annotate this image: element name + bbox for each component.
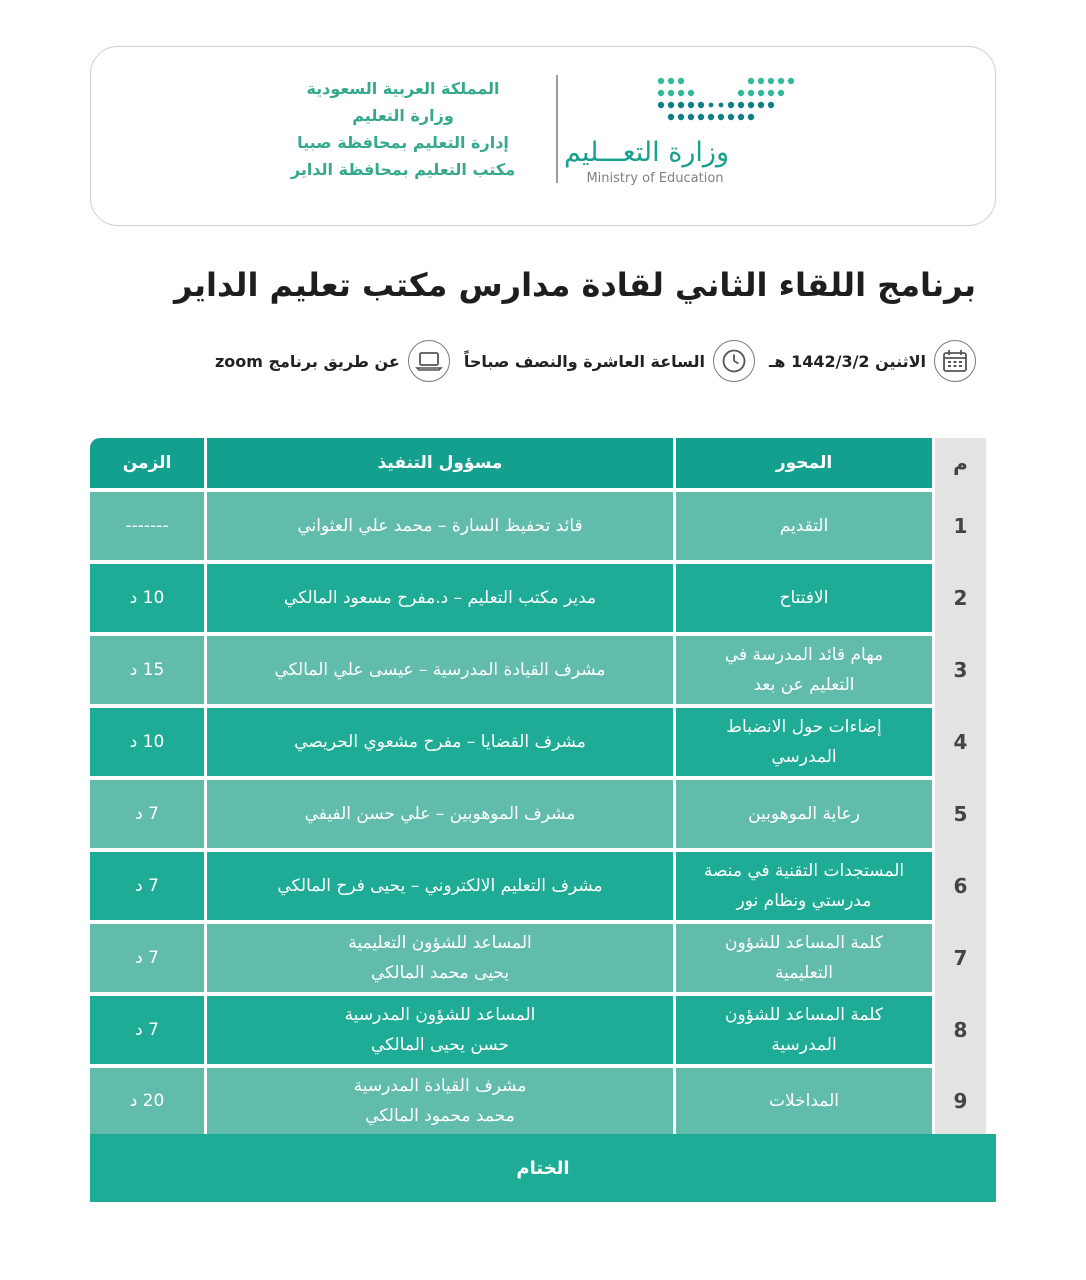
org-line-ministry: وزارة التعليم (352, 106, 454, 125)
header-card (90, 46, 996, 226)
row-number: 3 (953, 658, 968, 682)
row-responsible: المساعد للشؤون المدرسية حسن يحيى المالكي (207, 996, 673, 1064)
table-row (90, 924, 935, 992)
org-line-office: مكتب التعليم بمحافظة الداير (290, 160, 516, 179)
row-time: 7 د (90, 852, 204, 920)
table-row (90, 492, 935, 560)
info-date (769, 340, 976, 382)
platform-text: عن طريق برنامج zoom (214, 351, 400, 371)
row-time: 15 د (90, 636, 204, 704)
header-divider (556, 75, 558, 183)
row-time: 20 د (90, 1068, 204, 1134)
row-number: 4 (953, 730, 968, 754)
calendar-icon (934, 340, 976, 382)
date-text: الاثنين 1442/3/2 هـ (768, 351, 926, 371)
time-text: الساعة العاشرة والنصف صباحاً (463, 351, 705, 371)
row-axis: كلمة المساعد للشؤون التعليمية (676, 924, 932, 992)
row-responsible: مشرف التعليم الالكتروني – يحيى فرح المالكي (207, 852, 673, 920)
row-axis: كلمة المساعد للشؤون المدرسية (676, 996, 932, 1064)
ministry-dots-logo-icon (653, 75, 803, 125)
row-number: 2 (953, 586, 968, 610)
row-number: 1 (953, 514, 968, 538)
meeting-info (90, 338, 976, 384)
clock-icon (713, 340, 755, 382)
row-responsible: مشرف القيادة المدرسية – عيسى علي المالكي (207, 636, 673, 704)
table-row (90, 564, 935, 632)
row-responsible: مشرف القضايا – مفرح مشعوي الحريصي (207, 708, 673, 776)
page-title: برنامج اللقاء الثاني لقادة مدارس مكتب تعليم الداير (174, 266, 976, 304)
row-number: 5 (953, 802, 968, 826)
row-axis: إضاءات حول الانضباط المدرسي (676, 708, 932, 776)
row-time: 7 د (90, 780, 204, 848)
closing-bar: الختام (90, 1134, 996, 1202)
org-line-department: إدارة التعليم بمحافظة صبيا (297, 133, 509, 152)
row-time: 7 د (90, 924, 204, 992)
row-time: 10 د (90, 708, 204, 776)
table-row (90, 996, 935, 1064)
header-responsible: مسؤول التنفيذ (207, 438, 673, 488)
row-axis: مهام قائد المدرسة في التعليم عن بعد (676, 636, 932, 704)
info-time (464, 340, 755, 382)
row-responsible: المساعد للشؤون التعليمية يحيى محمد المالكي (207, 924, 673, 992)
table-row (90, 708, 935, 776)
row-time: ------- (90, 492, 204, 560)
row-time: 10 د (90, 564, 204, 632)
org-line-country: المملكة العربية السعودية (306, 79, 500, 98)
row-axis: الافتتاح (676, 564, 932, 632)
ministry-logo (563, 73, 811, 193)
row-responsible: مدير مكتب التعليم – د.مفرح مسعود المالكي (207, 564, 673, 632)
logo-arabic-text: وزارة التعـــليم (563, 137, 729, 168)
header-axis: المحور (676, 438, 932, 488)
table-row (90, 1068, 935, 1134)
laptop-icon (408, 340, 450, 382)
row-responsible: قائد تحفيظ السارة – محمد علي العثواني (207, 492, 673, 560)
row-responsible: مشرف الموهوبين – علي حسن الفيفي (207, 780, 673, 848)
row-number: 9 (953, 1089, 968, 1113)
header-number: م (953, 451, 968, 475)
logo-english-text: Ministry of Education (586, 171, 724, 186)
row-number: 7 (953, 946, 968, 970)
row-number: 8 (953, 1018, 968, 1042)
info-platform (215, 340, 450, 382)
table-row (90, 636, 935, 704)
row-axis: المستجدات التقنية في منصة مدرستي ونظام نور (676, 852, 932, 920)
row-axis: التقديم (676, 492, 932, 560)
row-axis: رعاية الموهوبين (676, 780, 932, 848)
table-row (90, 780, 935, 848)
row-axis: المداخلات (676, 1068, 932, 1134)
row-number: 6 (953, 874, 968, 898)
row-time: 7 د (90, 996, 204, 1064)
table-header-row (90, 438, 935, 488)
org-hierarchy (261, 75, 545, 183)
header-time: الزمن (90, 438, 204, 488)
row-responsible: مشرف القيادة المدرسية محمد محمود المالكي (207, 1068, 673, 1134)
table-row (90, 852, 935, 920)
